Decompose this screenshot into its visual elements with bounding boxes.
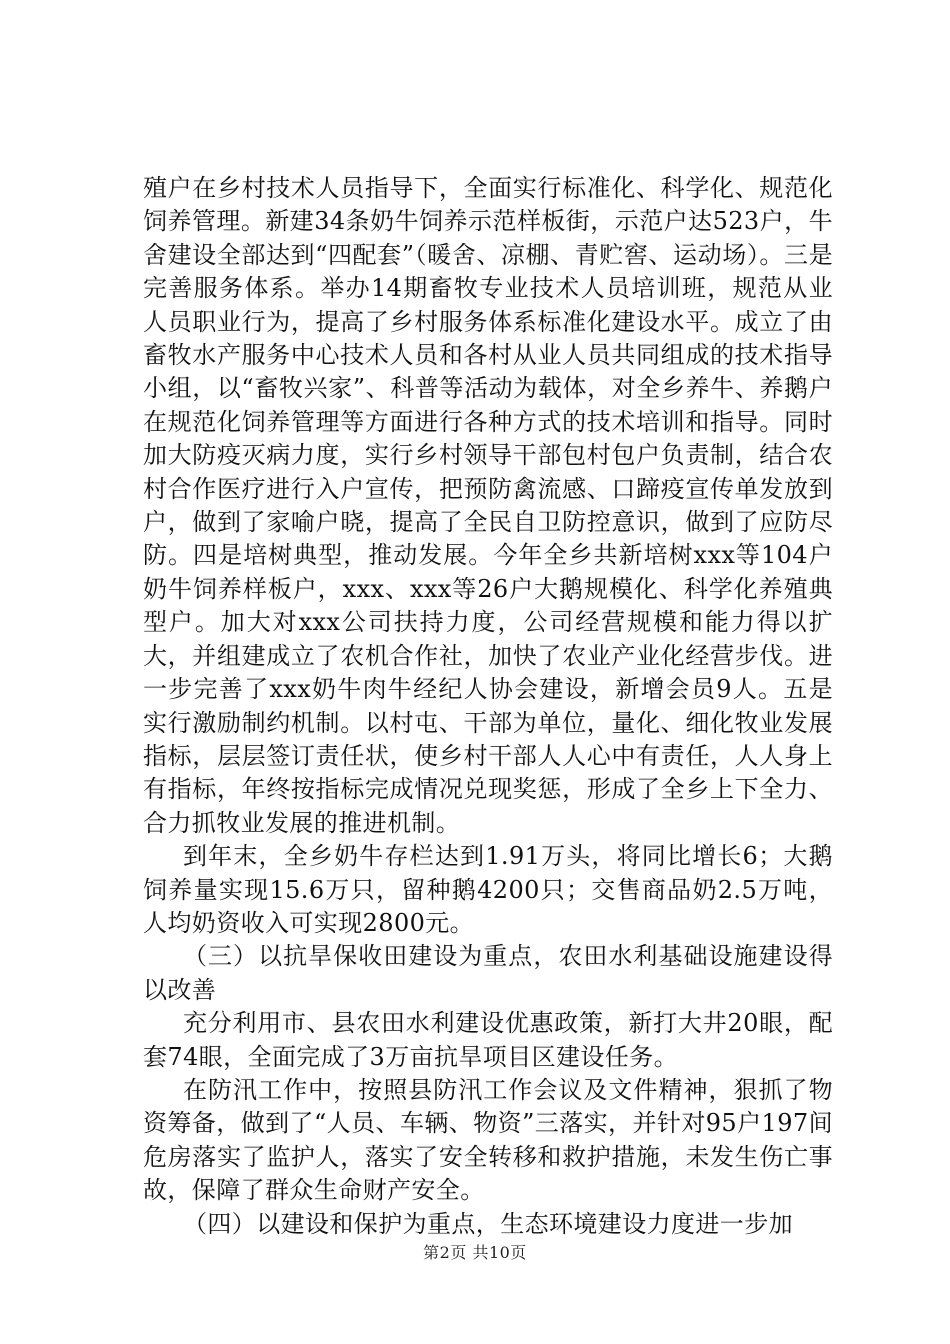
page-number-footer: 第2页 共10页 (423, 1243, 527, 1262)
section-heading-ecology: （四）以建设和保护为重点，生态环境建设力度进一步加 (183, 1209, 793, 1238)
paragraph-flood-control: 在防汛工作中，按照县防汛工作会议及文件精神，狠抓了物资筹备，做到了“人员、车辆、物资”三落实，并针对95户197间危房落实了监护人，落实了安全转移和救护措施，未发生伤亡事故，保障了群众生命财产安全。 (143, 1075, 833, 1205)
paragraph-year-end-results: 到年末，全乡奶牛存栏达到1.91万头，将同比增长6；大鹅饲养量实现15.6万只，留种鹅4200只；交售商品奶2.5万吨，人均奶资收入可实现2800元。 (143, 842, 833, 937)
paragraph-livestock-measures: 殖户在乡村技术人员指导下，全面实行标准化、科学化、规范化饲养管理。新建34条奶牛饲养示范样板街，示范户达523户，牛舍建设全部达到“四配套”（暖舍、凉棚、青贮窖、运动场）。三是完善服务体系。举办14期畜牧专业技术人员培训班，规范从业人员职业行为，提高了乡村服务体系标准化建设水平。成立了由畜牧水产服务中心技术人员和各村从业人员共同组成的技术指导小组，以“畜牧兴家”、科普等活动为载体，对全乡养牛、养鹅户在规范化饲养管理等方面进行各种方式的技术培训和指导。同时加大防疫灭病力度，实行乡村领导干部包村包户负责制，结合农村合作医疗进行入户宣传，把预防禽流感、口蹄疫宣传单发放到户，做到了家喻户晓，提高了全民自卫防控意识，做到了应防尽防。四是培树典型，推动发展。今年全乡共新培树xxx等104户奶牛饲养样板户，xxx、xxx等26户大鹅规模化、科学化养殖典型户。加大对xxx公司扶持力度，公司经营规模和能力得以扩大，并组建成立了农机合作社，加快了农业产业化经营步伐。进一步完善了xxx奶牛肉牛经纪人协会建设，新增会员9人。五是实行激励制约机制。以村屯、干部为单位，量化、细化牧业发展指标，层层签订责任状，使乡村干部人人心中有责任，人人身上有指标，年终按指标完成情况兑现奖惩，形成了全乡上下全力、合力抓牧业发展的推进机制。 (143, 174, 833, 837)
document-body (143, 172, 833, 1241)
paragraph-irrigation-policy: 充分利用市、县农田水利建设优惠政策，新打大井20眼，配套74眼，全面完成了3万亩抗旱项目区建设任务。 (143, 1009, 833, 1071)
section-heading-irrigation: （三）以抗旱保收田建设为重点，农田水利基础设施建设得以改善 (143, 942, 833, 1004)
